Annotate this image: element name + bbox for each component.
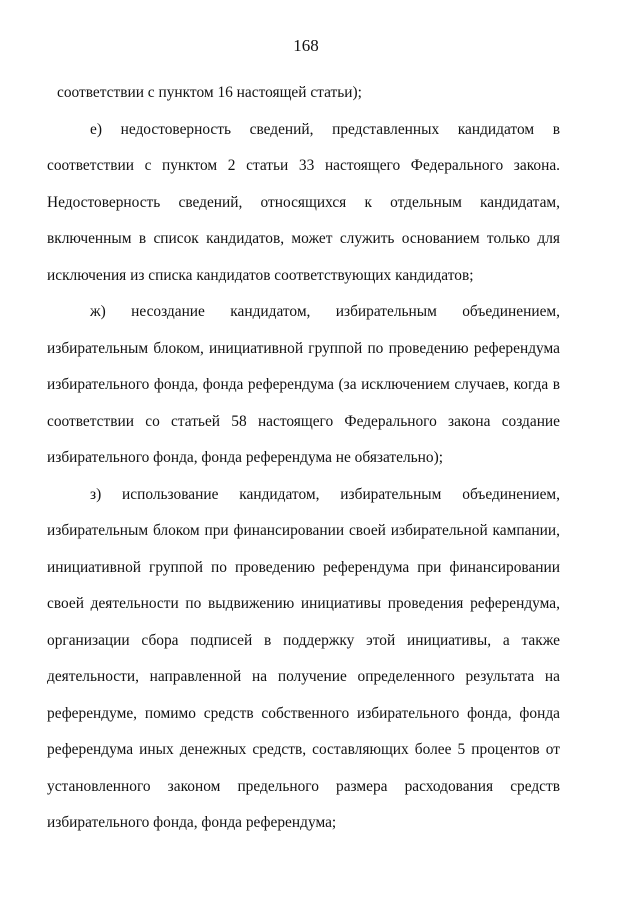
text-line: з) использование кандидатом, избирательным объединением,	[90, 485, 560, 503]
text-line: установленного законом предельного размера расходования средств	[47, 777, 560, 795]
text-line: организации сбора подписей в поддержку этой инициативы, а также	[47, 631, 560, 649]
text-line: референдума иных денежных средств, составляющих более 5 процентов от	[47, 741, 560, 758]
text-line: исключения из списка кандидатов соответствующих кандидатов;	[47, 266, 474, 284]
text-line: е) недостоверность сведений, представленных кандидатом в	[90, 120, 560, 138]
text-line: избирательным блоком при финансировании своей избирательной кампании,	[47, 522, 560, 539]
text-line: избирательного фонда, фонда референдума;	[47, 814, 337, 831]
text-line: соответствии с пунктом 2 статьи 33 настоящего Федерального закона.	[47, 157, 560, 174]
text-line: деятельности, направленной на получение определенного результата на	[47, 668, 560, 685]
text-line: соответствии с пунктом 16 настоящей статьи);	[57, 84, 362, 101]
text-line: референдуме, помимо средств собственного избирательного фонда, фонда	[47, 704, 560, 722]
text-line: Недостоверность сведений, относящихся к отдельным кандидатам,	[47, 193, 560, 211]
text-line: избирательного фонда, фонда референдума не обязательно);	[47, 449, 443, 466]
text-line: ж) несоздание кандидатом, избирательным объединением,	[90, 303, 560, 320]
text-line: соответствии со статьей 58 настоящего Федерального закона создание	[47, 412, 560, 430]
page-number: 168	[293, 36, 319, 55]
text-line: избирательным блоком, инициативной группой по проведению референдума	[47, 339, 560, 357]
document-body	[47, 80, 560, 847]
text-line: инициативной группой по проведению референдума при финансировании	[47, 558, 560, 576]
text-line: избирательного фонда, фонда референдума (за исключением случаев, когда в	[47, 376, 560, 393]
text-line: включенным в список кандидатов, может служить основанием только для	[47, 230, 560, 247]
text-line: своей деятельности по выдвижению инициативы проведения референдума,	[47, 595, 560, 612]
